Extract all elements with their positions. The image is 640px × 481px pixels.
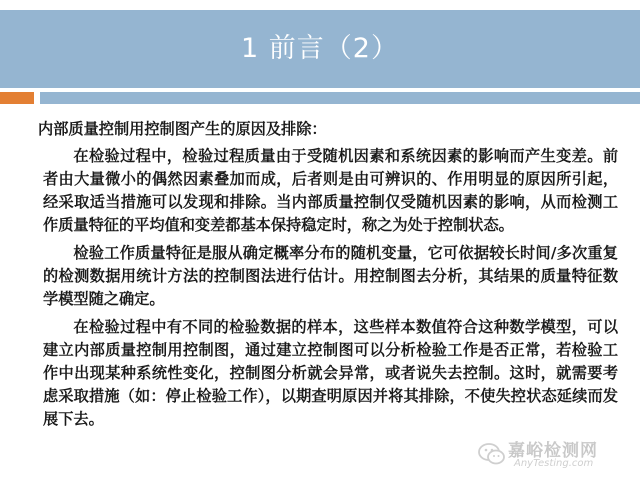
- paragraph-1: 在检验过程中，检验过程质量由于受随机因素和系统因素的影响而产生变差。前者由大量微小的偶然因素叠加而成，后者则是由可辨识的、作用明显的原因所引起，经采取适当措施可以发现和排除。当内部质量控制仅受随机因素的影响，从而检测工作质量特征的平均值和变差都基本保持稳定时，称之为处于控制状态。: [43, 147, 618, 234]
- content-heading: 内部质量控制用控制图产生的原因及排除：: [38, 120, 327, 138]
- slide-title: 1 前言（2）: [241, 33, 399, 64]
- watermark: [478, 436, 628, 476]
- paragraph-3: 在检验过程中有不同的检验数据的样本，这些样本数值符合这种数学模型，可以建立内部质量控制用控制图，通过建立控制图可以分析检验工作是否正常，若检验工作中出现某种系统性变化，控制图分析就会异常，或者说失去控制。这时，就需要考虑采取措施（如：停止检验工作），以期查明原因并将其排除，不使失控状态延续而发展下去。: [43, 318, 618, 428]
- watermark-text-cn: 嘉峪检测网: [508, 441, 598, 461]
- paragraph-2: 检验工作质量特征是服从确定概率分布的随机变量，它可依据较长时间/多次重复的检测数据用统计方法的控制图法进行估计。用控制图去分析，其结果的质量特征数学模型随之确定。: [43, 244, 618, 308]
- accent-bar-blue: [40, 92, 640, 104]
- wechat-icon: [478, 442, 506, 466]
- accent-bar-orange: [0, 92, 34, 104]
- slide-content: [38, 118, 618, 436]
- watermark-text-en: AnyTesting.com: [514, 458, 594, 469]
